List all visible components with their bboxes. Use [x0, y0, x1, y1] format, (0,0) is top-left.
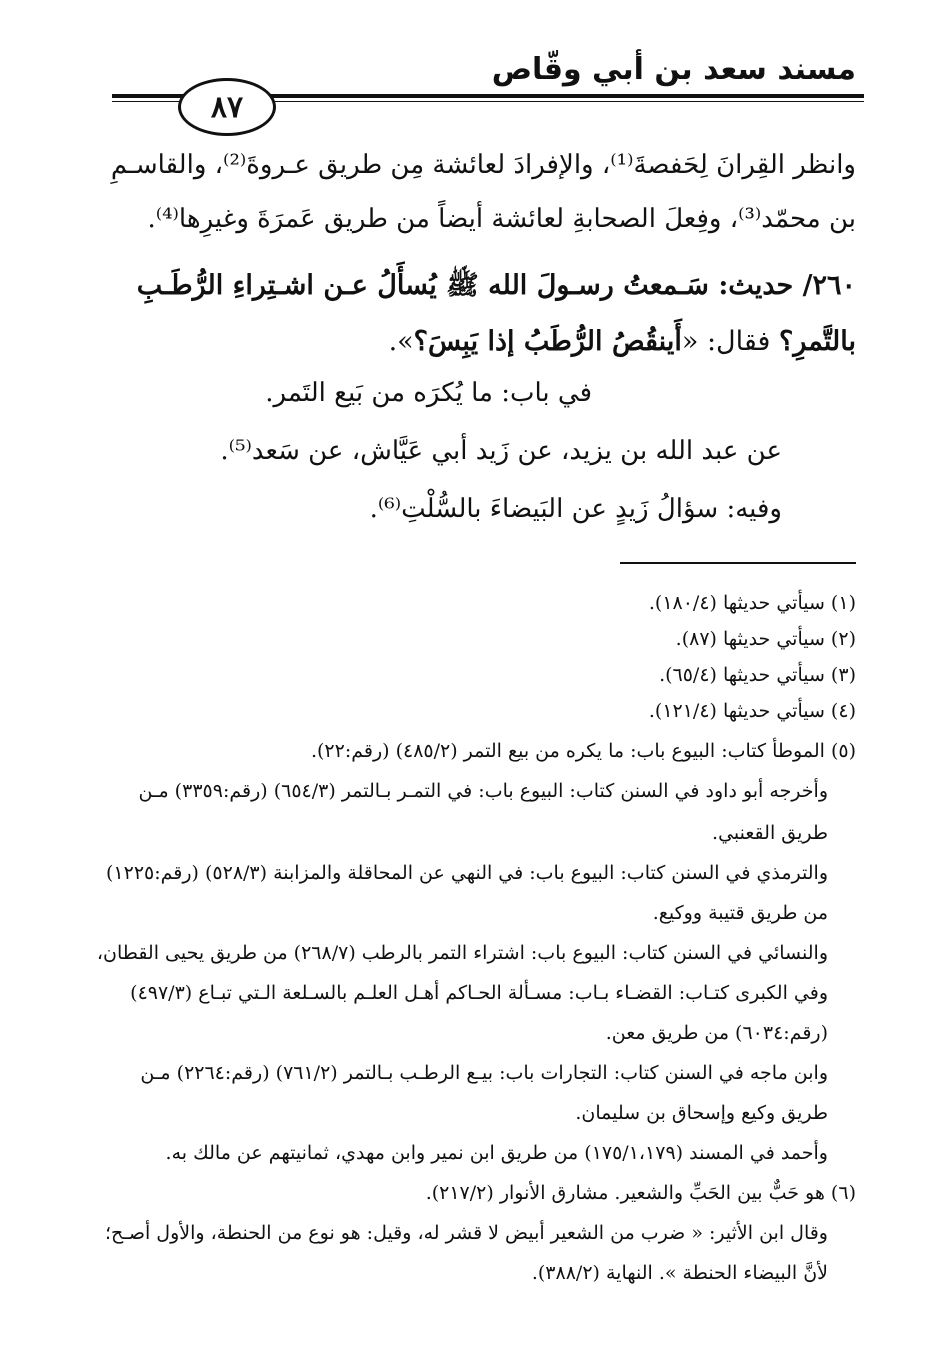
footnote-line: (٢) سيأتي حديثها (٨٧).	[675, 628, 856, 650]
footnote-line: وقال ابن الأثير: « ضرب من الشعير أبيض لا قشر له، وقيل: هو نوع من الحنطة، والأول أصـح؛	[104, 1222, 828, 1244]
footnote-line: طريق القعنبي.	[712, 822, 828, 844]
hadith-quote-end: ».	[388, 326, 414, 357]
hadith-line-1	[137, 268, 856, 308]
bab-line: في باب: ما يُكرَه من بَيع التَمر.	[265, 378, 592, 408]
hadith-text-1: سَـمعتُ رسـولَ الله ﷺ يُسأَلُ عـن اشـتِراءِ الرُّطَـبِ	[136, 270, 709, 301]
hadith-text-2: بالتَّمرِ؟	[779, 326, 856, 357]
hadith-label: حديث:	[718, 270, 794, 301]
page-number-badge	[178, 78, 276, 136]
footnote-line: وفي الكبرى كتـاب: القضـاء بـاب: مسـألة الحـاكم أهـل العلـم بالسـلعة الـتي تبـاع (٤٩٧/٣)	[130, 982, 828, 1004]
footnote-line: (٤) سيأتي حديثها (١٢١/٤).	[648, 700, 856, 722]
hadith-quote: أَينقُصُ الرُّطَبُ إذا يَبِسَ؟	[413, 326, 682, 357]
isnad-line: عن عبد الله بن يزيد، عن زَيد أبي عَيَّاش، عن سَعد⁽⁵⁾.	[220, 436, 782, 466]
page-number: ٨٧	[210, 89, 244, 125]
footnote-line: وأحمد في المسند (١٧٥/١،١٧٩) من طريق ابن نمير وابن مهدي، ثمانيتهم عن مالك به.	[165, 1142, 828, 1164]
fihi-line: وفيه: سؤالُ زَيدٍ عن البَيضاءَ بالسُّلْتِ⁽⁶⁾.	[369, 494, 782, 524]
intro-line-2: بن محمّد⁽³⁾، وفِعلَ الصحابةِ لعائشة أيضاً من طريق عَمرَةَ وغيرِها⁽⁴⁾.	[147, 204, 856, 234]
hadith-number: ٢٦٠/	[802, 270, 856, 301]
footnote-line: (٥) الموطأ كتاب: البيوع باب: ما يكره من بيع التمر (٤٨٥/٢) (رقم:٢٢).	[310, 740, 856, 762]
footnote-line: وابن ماجه في السنن كتاب: التجارات باب: بيـع الرطـب بـالتمر (٧٦١/٢) (رقم:٢٢٦٤) مـن	[140, 1062, 828, 1084]
footnote-line: لأنَّ البيضاء الحنطة ». النهاية (٣٨٨/٢).	[531, 1262, 828, 1284]
footnote-line: طريق وكيع وإسحاق بن سليمان.	[575, 1102, 828, 1124]
hadith-line-2	[389, 326, 856, 357]
intro-line-1: وانظر القِرانَ لِحَفصةَ⁽¹⁾، والإفرادَ لعائشة مِن طريق عـروةَ⁽²⁾، والقاسـمِ	[110, 150, 856, 180]
footnote-line: والنسائي في السنن كتاب: البيوع باب: اشتراء التمر بالرطب (٢٦٨/٧) من طريق يحيى القطان،	[96, 942, 828, 964]
footnote-divider	[620, 562, 856, 564]
footnote-line: (١) سيأتي حديثها (١٨٠/٤).	[648, 592, 856, 614]
footnote-line: والترمذي في السنن كتاب: البيوع باب: في النهي عن المحاقلة والمزابنة (٥٢٨/٣) (رقم:١٢٢٥)	[105, 862, 828, 884]
footnote-line: (رقم:٦٠٣٤) من طريق معن.	[605, 1022, 828, 1044]
hadith-said: فقال: «	[681, 326, 771, 357]
footnote-line: وأخرجه أبو داود في السنن كتاب: البيوع باب: في التمـر بـالتمر (٦٥٤/٣) (رقم:٣٣٥٩) مـن	[138, 780, 828, 802]
running-header-title: مسند سعد بن أبي وقّاص	[491, 52, 856, 87]
footnote-line: (٣) سيأتي حديثها (٦٥/٤).	[659, 664, 856, 686]
footnote-line: (٦) هو حَبٌّ بين الحَبِّ والشعير. مشارق الأنوار (٢١٧/٢).	[425, 1182, 856, 1204]
footnote-line: من طريق قتيبة ووكيع.	[652, 902, 828, 924]
